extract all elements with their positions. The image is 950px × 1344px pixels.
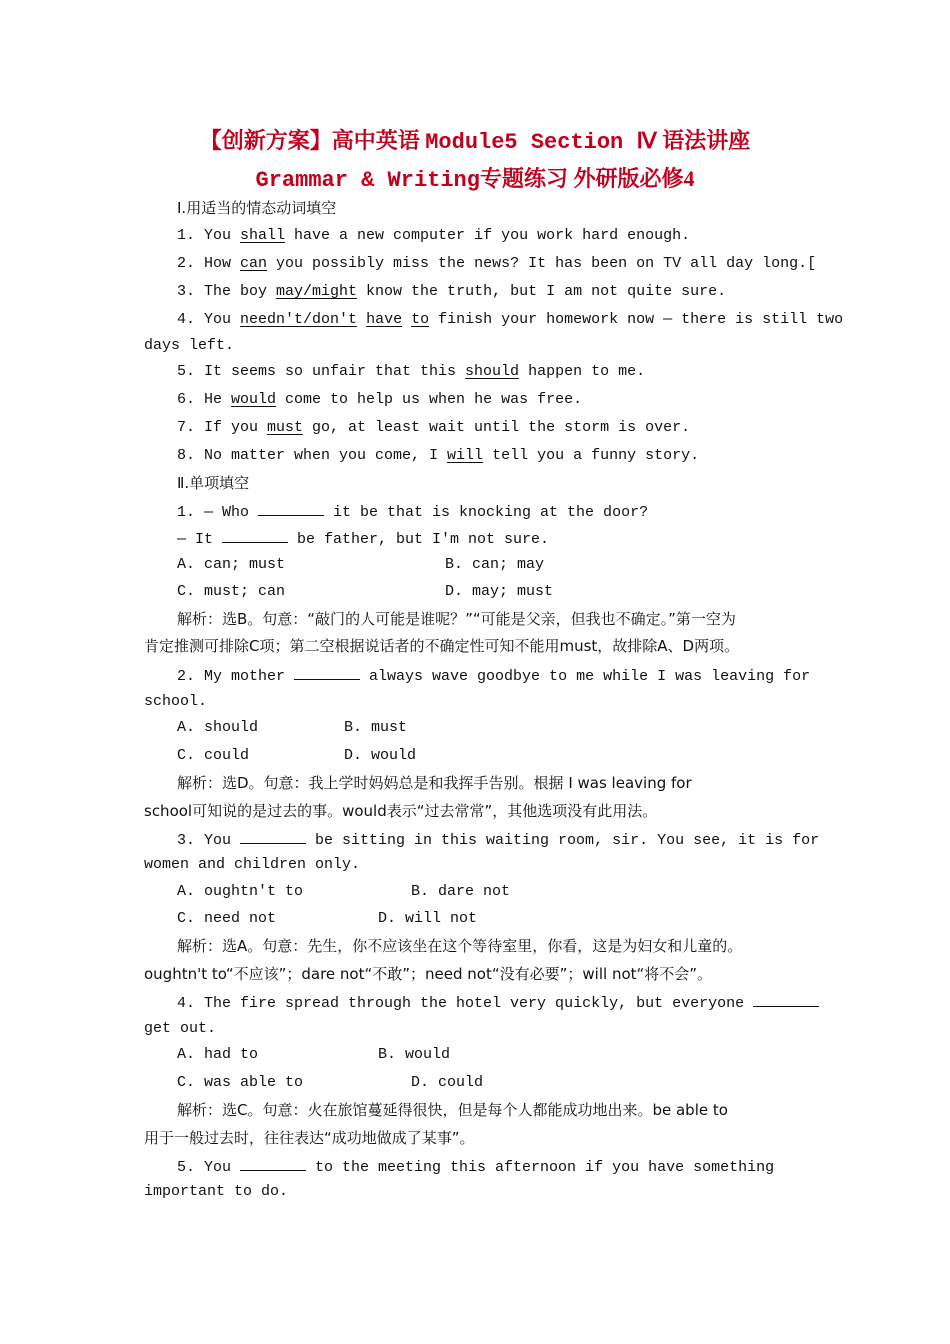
- q5-stem-2: important to do.: [144, 1183, 289, 1200]
- q2-explanation-2: school可知说的是过去的事。would表示“过去常常”，其他选项没有此用法。: [144, 802, 658, 820]
- s1-item-4: 4. You needn't/don't have to finish your homework now — there is still two: [177, 311, 844, 328]
- q5-stem-1: 5. You to the meeting this afternoon if you have something: [177, 1156, 774, 1178]
- q4-option-c: C. was able to: [177, 1074, 304, 1091]
- q3-option-a: A. oughtn't to: [177, 883, 304, 900]
- q2-option-a: A. should: [177, 719, 259, 736]
- section1-heading: Ⅰ.用适当的情态动词填空: [177, 199, 337, 217]
- q3-option-d: D. will not: [378, 910, 478, 927]
- q2-option-d: D. would: [344, 747, 417, 764]
- q3-explanation-2: oughtn't to“不应该”；dare not“不敢”；need not“没有必要”；will not“将不会”。: [144, 965, 713, 983]
- q4-stem-2: get out.: [144, 1020, 217, 1037]
- s1-item-5: 5. It seems so unfair that this should happen to me.: [177, 363, 646, 380]
- title-grammar: Grammar & Writing: [255, 168, 480, 193]
- q4-option-a: A. had to: [177, 1046, 259, 1063]
- s1-item-4-cont: days left.: [144, 337, 235, 354]
- q3-stem-1: 3. You be sitting in this waiting room, sir. You see, it is for: [177, 829, 819, 851]
- q1-stem-1: 1. — Who it be that is knocking at the door?: [177, 501, 648, 523]
- document-title-line1: [0, 124, 950, 155]
- s1-item-2: 2. How can you possibly miss the news? It has been on TV all day long.[: [177, 255, 817, 272]
- q2-stem-2: school.: [144, 693, 208, 710]
- q4-option-b: B. would: [378, 1046, 451, 1063]
- q2-option-b: B. must: [344, 719, 408, 736]
- q4-option-d: D. could: [411, 1074, 484, 1091]
- q1-option-b: B. can; may: [445, 556, 545, 573]
- s1-item-8: 8. No matter when you come, I will tell you a funny story.: [177, 447, 700, 464]
- q2-option-c: C. could: [177, 747, 250, 764]
- title-practice: 专题练习 外研版必修4: [479, 166, 695, 191]
- q1-option-c: C. must; can: [177, 583, 286, 600]
- q1-option-d: D. may; must: [445, 583, 554, 600]
- s1-item-6: 6. He would come to help us when he was free.: [177, 391, 583, 408]
- s1-item-7: 7. If you must go, at least wait until the storm is over.: [177, 419, 691, 436]
- q1-stem-2: — It be father, but I'm not sure.: [177, 528, 549, 550]
- title-module: Module5 Section Ⅳ: [425, 130, 657, 155]
- q1-explanation-1: 解析：选B。句意：“敲门的人可能是谁呢？”“可能是父亲，但我也不确定。”第一空为: [177, 610, 736, 628]
- q2-stem-1: 2. My mother always wave goodbye to me while I was leaving for: [177, 665, 810, 687]
- q4-stem-1: 4. The fire spread through the hotel very quickly, but everyone: [177, 992, 819, 1014]
- title-prefix: 【创新方案】高中英语: [199, 128, 426, 153]
- q4-explanation-1: 解析：选C。句意：火在旅馆蔓延得很快，但是每个人都能成功地出来。be able to: [177, 1101, 728, 1119]
- q1-explanation-2: 肯定推测可排除C项；第二空根据说话者的不确定性可知不能用must，故排除A、D两项。: [144, 637, 740, 655]
- s1-item-1: 1. You shall have a new computer if you work hard enough.: [177, 227, 691, 244]
- document-title-line2: [0, 162, 950, 193]
- q3-option-b: B. dare not: [411, 883, 511, 900]
- section2-heading: Ⅱ.单项填空: [177, 474, 250, 492]
- q3-stem-2: women and children only.: [144, 856, 361, 873]
- q3-option-c: C. need not: [177, 910, 277, 927]
- s1-item-3: 3. The boy may/might know the truth, but I am not quite sure.: [177, 283, 727, 300]
- q2-explanation-1: 解析：选D。句意：我上学时妈妈总是和我挥手告别。根据 I was leaving for: [177, 774, 692, 792]
- q1-option-a: A. can; must: [177, 556, 286, 573]
- title-suffix: 语法讲座: [656, 128, 751, 153]
- q3-explanation-1: 解析：选A。句意：先生，你不应该坐在这个等待室里，你看，这是为妇女和儿童的。: [177, 937, 743, 955]
- q4-explanation-2: 用于一般过去时，往往表达“成功地做成了某事”。: [144, 1129, 475, 1147]
